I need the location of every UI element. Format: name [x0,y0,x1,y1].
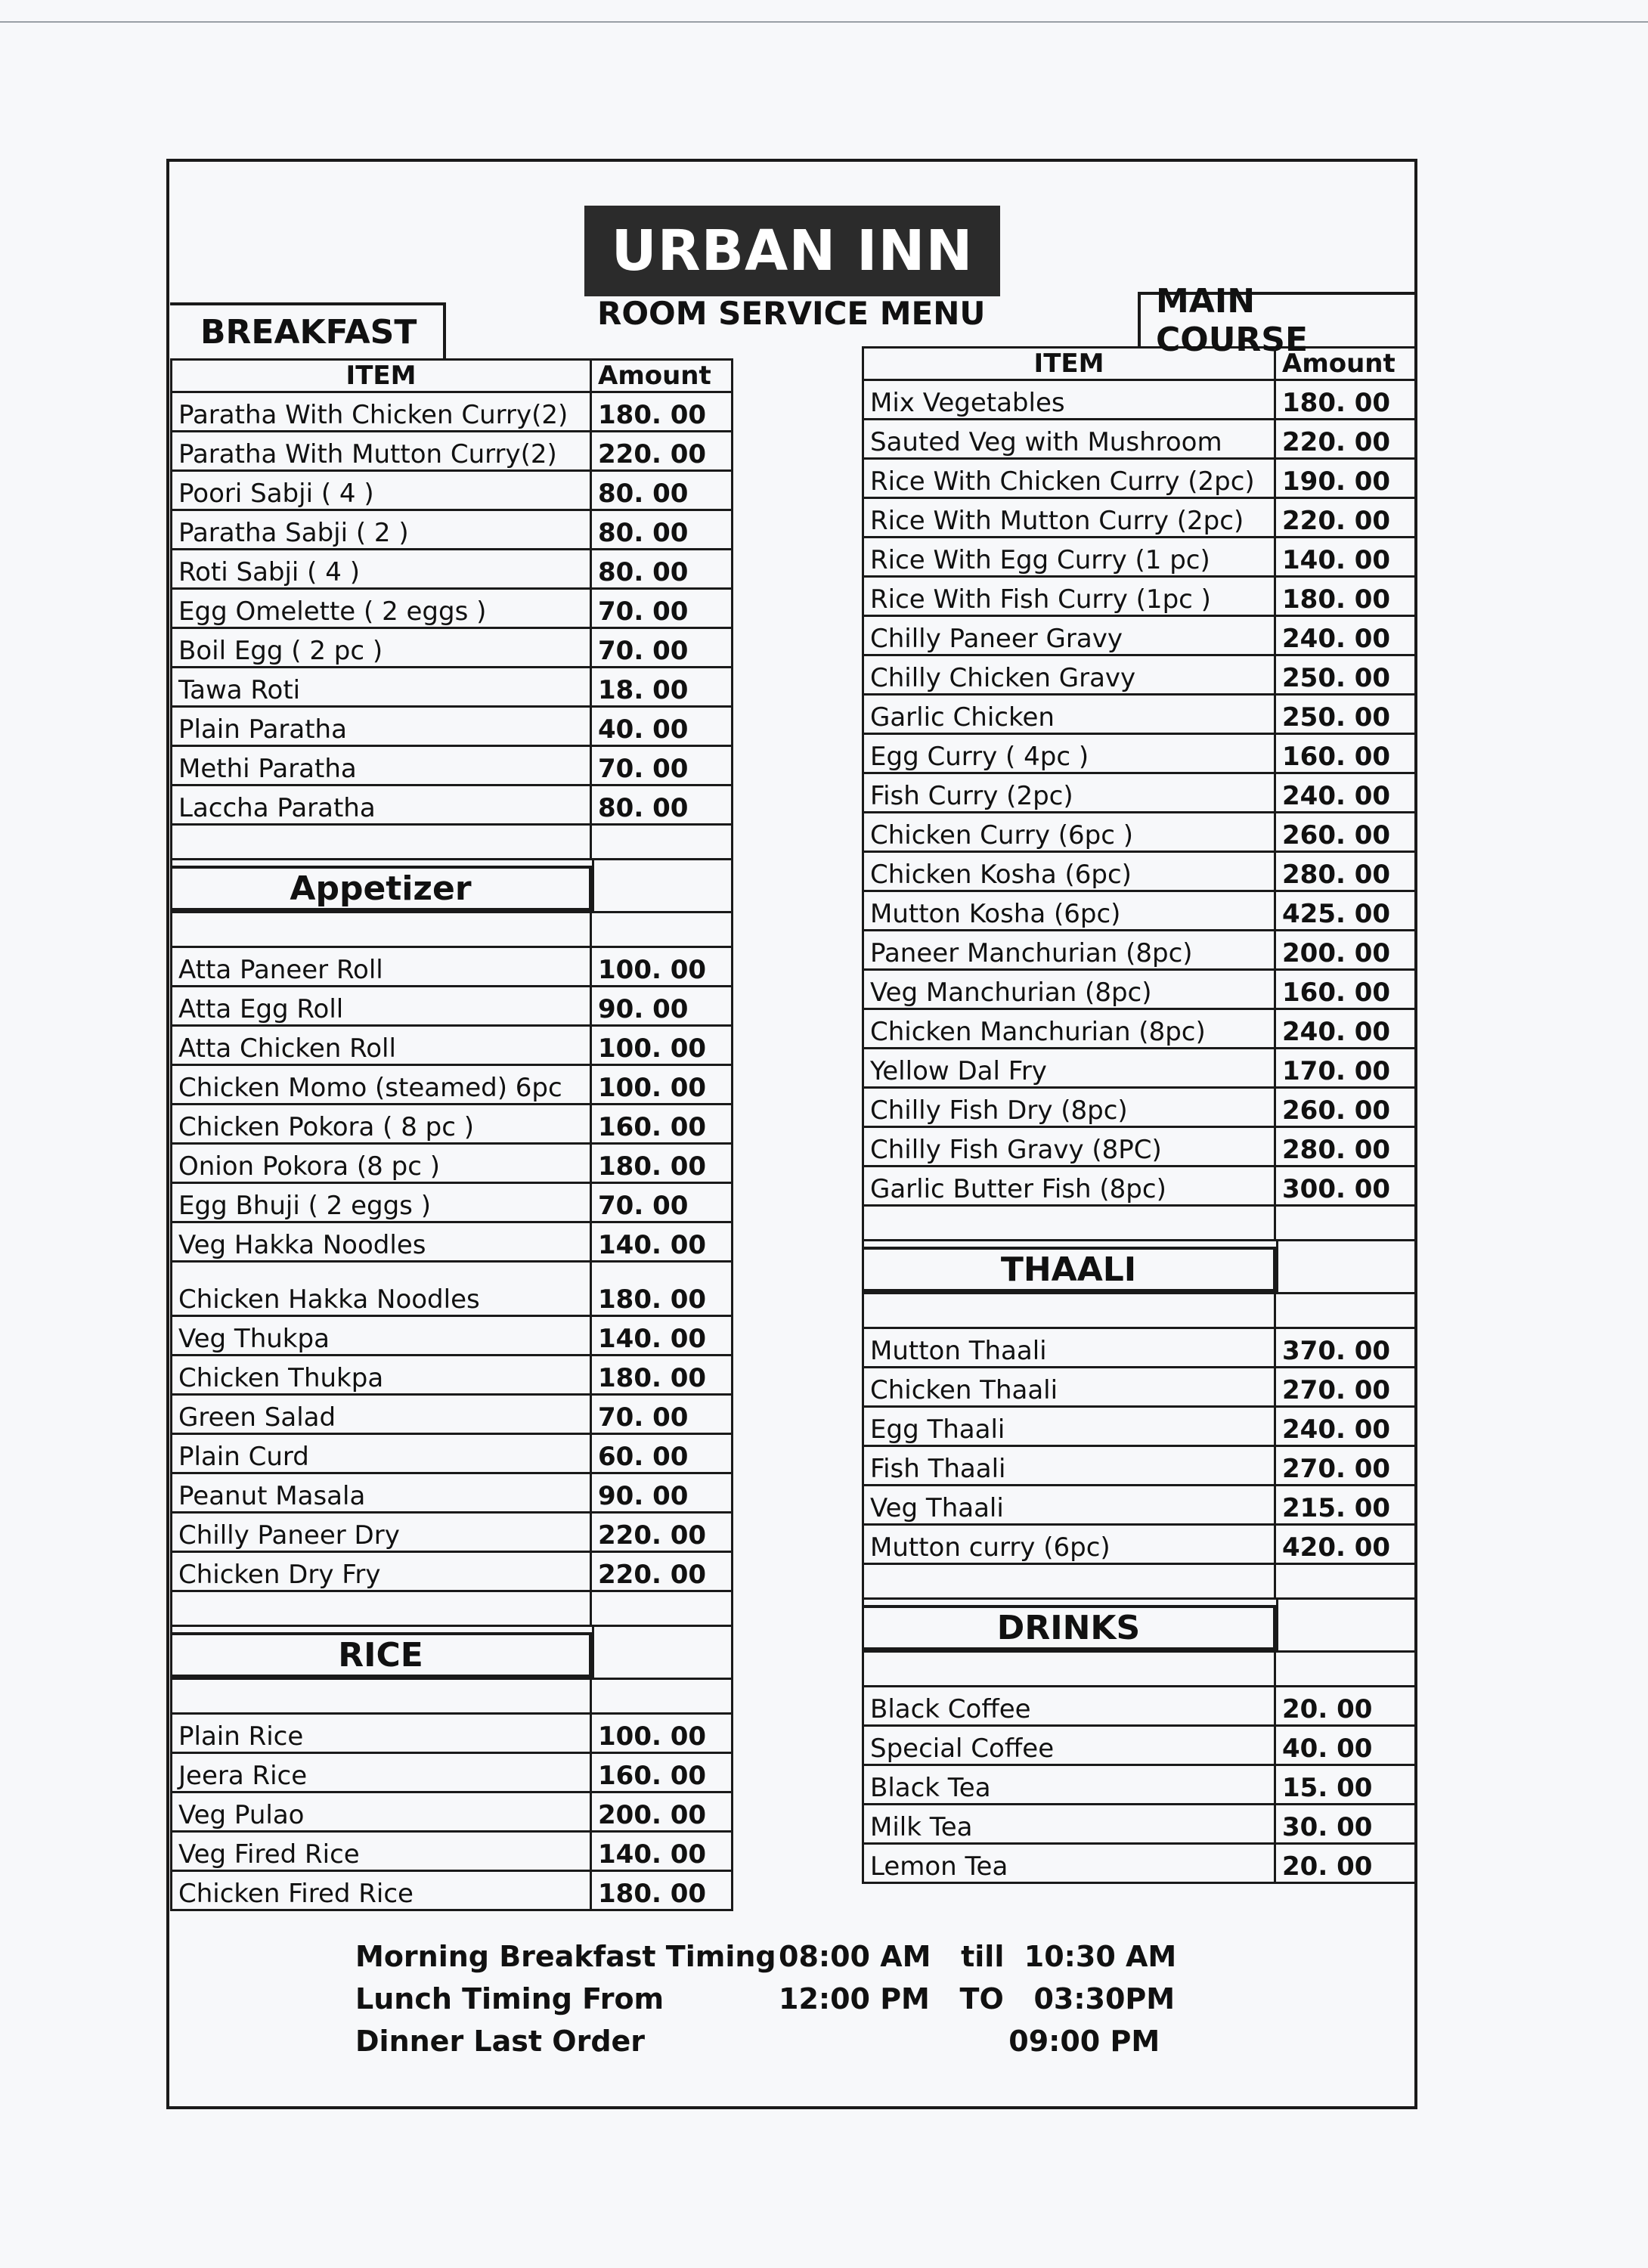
menu-item-price: 180. 00 [1282,584,1391,615]
menu-item-price: 180. 00 [1282,388,1391,418]
menu-item-price: 220. 00 [1282,427,1391,457]
timing-value: 09:00 PM [779,2025,1160,2058]
menu-item-row [862,656,1417,696]
menu-item-name: Tawa Roti [172,668,592,705]
spacer-row [170,826,733,860]
menu-item-name: Chicken Curry (6pc ) [864,813,1276,850]
menu-item-name: Yellow Dal Fry [864,1049,1276,1086]
menu-item-price: 180. 00 [598,1363,707,1393]
menu-item-price: 220. 00 [598,439,707,469]
menu-item-name: Methi Paratha [172,747,592,784]
thaali-section-header [862,1241,1417,1294]
menu-item-row [170,1793,733,1833]
menu-item-price: 60. 00 [598,1442,689,1472]
menu-item-price: 100. 00 [598,1073,707,1103]
menu-item-row [170,1223,733,1263]
appetizer-section-title: Appetizer [172,866,592,911]
rice-section-title: RICE [172,1632,592,1678]
menu-item-price: 260. 00 [1282,820,1391,850]
menu-item-price: 20. 00 [1282,1694,1373,1724]
menu-item-name: Chilly Chicken Gravy [864,656,1276,693]
menu-item-name: Special Coffee [864,1727,1276,1764]
menu-item-price: 160. 00 [1282,742,1391,772]
menu-item-price: 70. 00 [598,636,689,666]
menu-item-price: 70. 00 [598,754,689,784]
menu-item-row [862,774,1417,813]
menu-item-name: Chicken Manchurian (8pc) [864,1010,1276,1047]
spacer-row [862,1653,1417,1687]
menu-item-name: Egg Curry ( 4pc ) [864,735,1276,772]
right-menu-column [862,282,1417,1884]
menu-item-row [862,499,1417,538]
menu-item-price: 200. 00 [598,1800,707,1830]
menu-item-price: 280. 00 [1282,1135,1391,1165]
menu-item-name: Plain Paratha [172,708,592,745]
drinks-section-header [862,1600,1417,1653]
menu-item-name: Lemon Tea [864,1845,1276,1882]
menu-item-price: 370. 00 [1282,1336,1391,1366]
timing-label: Dinner Last Order [355,2025,646,2058]
menu-item-name: Rice With Fish Curry (1pc ) [864,578,1276,615]
drinks-section-title: DRINKS [864,1605,1276,1650]
timing-value: 12:00 PM TO 03:30PM [779,1982,1176,2015]
hotel-brand-title: URBAN INN [584,206,1000,296]
menu-item-row [862,971,1417,1010]
menu-item-price: 70. 00 [598,1191,689,1221]
menu-item-price: 220. 00 [1282,506,1391,536]
menu-item-row [170,1105,733,1145]
menu-item-row [170,1872,733,1911]
menu-item-price: 250. 00 [1282,663,1391,693]
menu-item-price: 140. 00 [1282,545,1391,575]
menu-item-price: 240. 00 [1282,624,1391,654]
menu-item-row [170,1553,733,1592]
menu-item-name: Milk Tea [864,1805,1276,1842]
menu-item-name: Garlic Butter Fish (8pc) [864,1167,1276,1204]
menu-item-row [862,1727,1417,1766]
menu-item-name: Paneer Manchurian (8pc) [864,931,1276,968]
menu-item-name: Veg Hakka Noodles [172,1223,592,1260]
menu-item-row [170,590,733,629]
menu-item-row [862,1766,1417,1805]
menu-item-name: Laccha Paratha [172,786,592,823]
menu-item-row [862,1447,1417,1486]
menu-item-name: Mutton Thaali [864,1329,1276,1366]
menu-item-row [862,381,1417,420]
rice-items [170,1715,733,1911]
menu-item-name: Egg Thaali [864,1408,1276,1445]
menu-item-price: 180. 00 [598,1284,707,1315]
menu-item-price: 160. 00 [598,1761,707,1791]
menu-item-row [862,1526,1417,1565]
menu-item-name: Chilly Fish Dry (8pc) [864,1089,1276,1126]
menu-item-price: 18. 00 [598,675,689,705]
menu-item-row [170,987,733,1027]
item-column-header: ITEM [172,361,592,391]
breakfast-section-title: BREAKFAST [170,302,446,358]
timing-row [355,1935,1338,1978]
menu-item-row [170,708,733,747]
menu-item-price: 70. 00 [598,1402,689,1433]
menu-item-row [862,1089,1417,1128]
amount-column-header: Amount [1282,349,1396,379]
amount-column-header: Amount [598,361,711,391]
menu-item-price: 270. 00 [1282,1375,1391,1405]
menu-item-price: 240. 00 [1282,1414,1391,1445]
menu-item-price: 15. 00 [1282,1773,1373,1803]
menu-item-name: Atta Egg Roll [172,987,592,1024]
menu-item-row [170,1435,733,1474]
menu-item-name: Chicken Dry Fry [172,1553,592,1590]
menu-item-row [862,892,1417,931]
spacer-row [170,1680,733,1715]
menu-item-price: 300. 00 [1282,1174,1391,1204]
menu-item-row [170,629,733,668]
menu-item-price: 260. 00 [1282,1095,1391,1126]
menu-item-row [862,1805,1417,1845]
item-column-header: ITEM [864,349,1276,379]
menu-item-row [862,1687,1417,1727]
menu-item-name: Poori Sabji ( 4 ) [172,472,592,509]
menu-item-name: Chilly Paneer Dry [172,1514,592,1551]
menu-item-row [862,1368,1417,1408]
menu-item-price: 220. 00 [598,1520,707,1551]
menu-item-price: 80. 00 [598,518,689,548]
menu-item-price: 180. 00 [598,1151,707,1182]
menu-item-name: Onion Pokora (8 pc ) [172,1145,592,1182]
menu-item-row [170,668,733,708]
menu-item-name: Chilly Paneer Gravy [864,617,1276,654]
menu-item-row [862,1128,1417,1167]
menu-item-row [170,511,733,550]
appetizer-items [170,948,733,1592]
main-course-items [862,381,1417,1207]
menu-item-name: Plain Rice [172,1715,592,1752]
menu-item-price: 40. 00 [1282,1734,1373,1764]
menu-item-row [862,538,1417,578]
menu-item-name: Roti Sabji ( 4 ) [172,550,592,587]
timing-value: 08:00 AM till 10:30 AM [779,1940,1177,1973]
menu-item-name: Paratha With Mutton Curry(2) [172,432,592,469]
menu-item-name: Chicken Thukpa [172,1356,592,1393]
menu-item-name: Chicken Hakka Noodles [172,1263,592,1315]
menu-item-name: Chicken Pokora ( 8 pc ) [172,1105,592,1142]
menu-item-price: 190. 00 [1282,466,1391,497]
menu-item-row [862,617,1417,656]
menu-item-price: 180. 00 [598,400,707,430]
menu-item-row [170,1184,733,1223]
menu-item-row [170,550,733,590]
menu-item-row [862,1408,1417,1447]
menu-item-price: 170. 00 [1282,1056,1391,1086]
thaali-section-title: THAALI [864,1247,1276,1292]
menu-item-name: Chicken Thaali [864,1368,1276,1405]
menu-item-price: 270. 00 [1282,1454,1391,1484]
menu-item-price: 240. 00 [1282,781,1391,811]
menu-item-row [170,786,733,826]
menu-item-row [862,578,1417,617]
menu-item-price: 425. 00 [1282,899,1391,929]
appetizer-section-header [170,860,733,913]
right-column-header [862,346,1417,381]
timing-label: Lunch Timing From [355,1982,664,2015]
menu-item-name: Sauted Veg with Mushroom [864,420,1276,457]
main-course-section-title: MAIN COURSE [1138,292,1417,346]
menu-item-name: Egg Bhuji ( 2 eggs ) [172,1184,592,1221]
menu-item-name: Chicken Kosha (6pc) [864,853,1276,890]
menu-item-name: Veg Thukpa [172,1317,592,1354]
menu-item-row [170,1833,733,1872]
menu-item-name: Jeera Rice [172,1754,592,1791]
left-menu-column [170,312,733,1911]
menu-item-row [170,1027,733,1066]
menu-item-row [862,696,1417,735]
menu-item-row [170,1514,733,1553]
menu-item-price: 160. 00 [598,1112,707,1142]
menu-item-name: Chicken Fired Rice [172,1872,592,1909]
menu-item-price: 420. 00 [1282,1532,1391,1563]
drinks-items [862,1687,1417,1884]
rice-section-header [170,1627,733,1680]
menu-item-row [862,1167,1417,1207]
menu-item-row [170,1145,733,1184]
menu-item-price: 100. 00 [598,1033,707,1064]
menu-item-price: 30. 00 [1282,1812,1373,1842]
menu-item-row [862,1329,1417,1368]
left-column-header [170,358,733,393]
menu-item-name: Paratha With Chicken Curry(2) [172,393,592,430]
menu-item-price: 215. 00 [1282,1493,1391,1523]
menu-item-row [170,1317,733,1356]
menu-item-name: Egg Omelette ( 2 eggs ) [172,590,592,627]
menu-item-price: 180. 00 [598,1879,707,1909]
menu-item-name: Mix Vegetables [864,381,1276,418]
menu-item-name: Chilly Fish Gravy (8PC) [864,1128,1276,1165]
menu-item-name: Green Salad [172,1396,592,1433]
menu-item-name: Veg Thaali [864,1486,1276,1523]
menu-item-price: 140. 00 [598,1230,707,1260]
menu-item-price: 100. 00 [598,1721,707,1752]
menu-item-row [862,1486,1417,1526]
menu-item-row [170,432,733,472]
menu-item-price: 20. 00 [1282,1851,1373,1882]
menu-item-name: Mutton curry (6pc) [864,1526,1276,1563]
menu-item-price: 90. 00 [598,994,689,1024]
menu-item-row [862,735,1417,774]
menu-item-name: Atta Chicken Roll [172,1027,592,1064]
menu-item-name: Paratha Sabji ( 2 ) [172,511,592,548]
thaali-items [862,1329,1417,1565]
menu-item-name: Chicken Momo (steamed) 6pc [172,1066,592,1103]
menu-item-row [862,931,1417,971]
spacer-row [862,1207,1417,1241]
menu-item-row [170,472,733,511]
menu-item-name: Rice With Chicken Curry (2pc) [864,460,1276,497]
menu-item-name: Mutton Kosha (6pc) [864,892,1276,929]
menu-item-row [170,1715,733,1754]
menu-item-row [170,1474,733,1514]
scan-edge-line [0,21,1648,23]
menu-item-row [170,1396,733,1435]
menu-item-name: Veg Pulao [172,1793,592,1830]
menu-item-name: Atta Paneer Roll [172,948,592,985]
menu-item-name: Fish Thaali [864,1447,1276,1484]
menu-item-price: 100. 00 [598,955,707,985]
menu-item-row [170,747,733,786]
menu-item-name: Veg Fired Rice [172,1833,592,1870]
menu-item-row [862,853,1417,892]
spacer-row [862,1294,1417,1329]
menu-item-price: 220. 00 [598,1560,707,1590]
menu-item-name: Plain Curd [172,1435,592,1472]
menu-item-row [170,1263,733,1317]
menu-item-price: 250. 00 [1282,702,1391,733]
menu-item-price: 200. 00 [1282,938,1391,968]
menu-item-price: 140. 00 [598,1839,707,1870]
menu-item-price: 40. 00 [598,714,689,745]
menu-item-price: 90. 00 [598,1481,689,1511]
menu-item-name: Black Coffee [864,1687,1276,1724]
timing-row [355,1978,1338,2020]
menu-item-price: 80. 00 [598,479,689,509]
timing-row [355,2020,1338,2062]
menu-item-price: 70. 00 [598,596,689,627]
menu-item-row [862,420,1417,460]
spacer-row [170,913,733,948]
menu-item-row [170,1754,733,1793]
menu-item-row [170,948,733,987]
menu-item-price: 160. 00 [1282,978,1391,1008]
room-service-subtitle: ROOM SERVICE MENU [597,295,986,332]
menu-item-row [170,393,733,432]
menu-item-name: Boil Egg ( 2 pc ) [172,629,592,666]
menu-item-name: Veg Manchurian (8pc) [864,971,1276,1008]
menu-item-row [862,1010,1417,1049]
menu-item-price: 240. 00 [1282,1017,1391,1047]
menu-item-price: 280. 00 [1282,860,1391,890]
menu-item-row [862,813,1417,853]
menu-item-name: Black Tea [864,1766,1276,1803]
menu-item-row [170,1066,733,1105]
timing-label: Morning Breakfast Timing [355,1940,776,1973]
menu-item-price: 140. 00 [598,1324,707,1354]
menu-item-name: Fish Curry (2pc) [864,774,1276,811]
breakfast-items [170,393,733,826]
spacer-row [170,1592,733,1627]
menu-item-row [170,1356,733,1396]
menu-item-name: Garlic Chicken [864,696,1276,733]
menu-item-price: 80. 00 [598,793,689,823]
service-timings [355,1935,1338,2062]
menu-item-row [862,460,1417,499]
menu-item-price: 80. 00 [598,557,689,587]
spacer-row [862,1565,1417,1600]
menu-item-row [862,1049,1417,1089]
menu-item-row [862,1845,1417,1884]
menu-item-name: Rice With Mutton Curry (2pc) [864,499,1276,536]
menu-item-name: Rice With Egg Curry (1 pc) [864,538,1276,575]
menu-item-name: Peanut Masala [172,1474,592,1511]
